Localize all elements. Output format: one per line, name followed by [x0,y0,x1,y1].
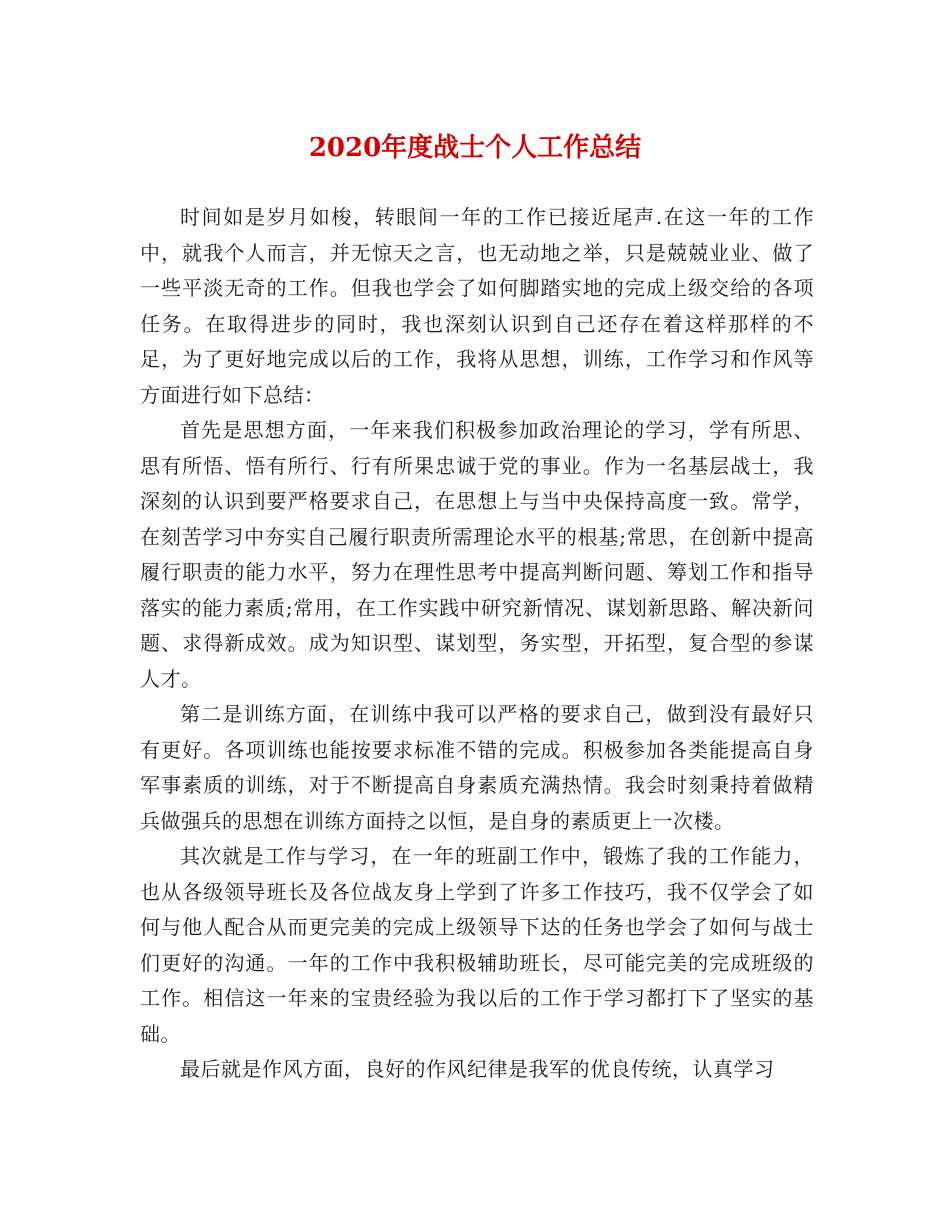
document-body [140,200,814,1088]
paragraph-thought: 首先是思想方面，一年来我们积极参加政治理论的学习，学有所思、思有所悟、悟有所行、行有所果忠诚于党的事业。作为一名基层战士，我深刻的认识到要严格要求自己，在思想上与当中央保持高度一致。常学，在刻苦学习中夯实自己履行职责所需理论水平的根基;常思，在创新中提高履行职责的能力水平，努力在理性思考中提高判断问题、筹划工作和指导落实的能力素质;常用，在工作实践中研究新情况、谋划新思路、解决新问题、求得新成效。成为知识型、谋划型，务实型，开拓型，复合型的参谋人才。 [140,418,814,691]
paragraph-style: 最后就是作风方面，良好的作风纪律是我军的优良传统，认真学习 [180,1057,775,1081]
document-title: 2020年度战士个人工作总结 [308,133,642,163]
paragraph-intro: 时间如是岁月如梭，转眼间一年的工作已接近尾声.在这一年的工作中，就我个人而言，并无惊天之言，也无动地之举，只是兢兢业业、做了一些平淡无奇的工作。但我也学会了如何脚踏实地的完成上级交给的各项任务。在取得进步的同时，我也深刻认识到自己还存在着这样那样的不足，为了更好地完成以后的工作，我将从思想，训练，工作学习和作风等方面进行如下总结： [140,205,814,407]
paragraph-training: 第二是训练方面，在训练中我可以严格的要求自己，做到没有最好只有更好。各项训练也能按要求标准不错的完成。积极参加各类能提高自身军事素质的训练，对于不断提高自身素质充满热情。我会时刻秉持着做精兵做强兵的思想在训练方面持之以恒，是自身的素质更上一次楼。 [140,702,814,833]
paragraph-work-study: 其次就是工作与学习，在一年的班副工作中，锻炼了我的工作能力，也从各级领导班长及各位战友身上学到了许多工作技巧，我不仅学会了如何与他人配合从而更完美的完成上级领导下达的任务也学会了如何与战士们更好的沟通。一年的工作中我积极辅助班长，尽可能完美的完成班级的工作。相信这一年来的宝贵经验为我以后的工作于学习都打下了坚实的基础。 [140,844,814,1046]
